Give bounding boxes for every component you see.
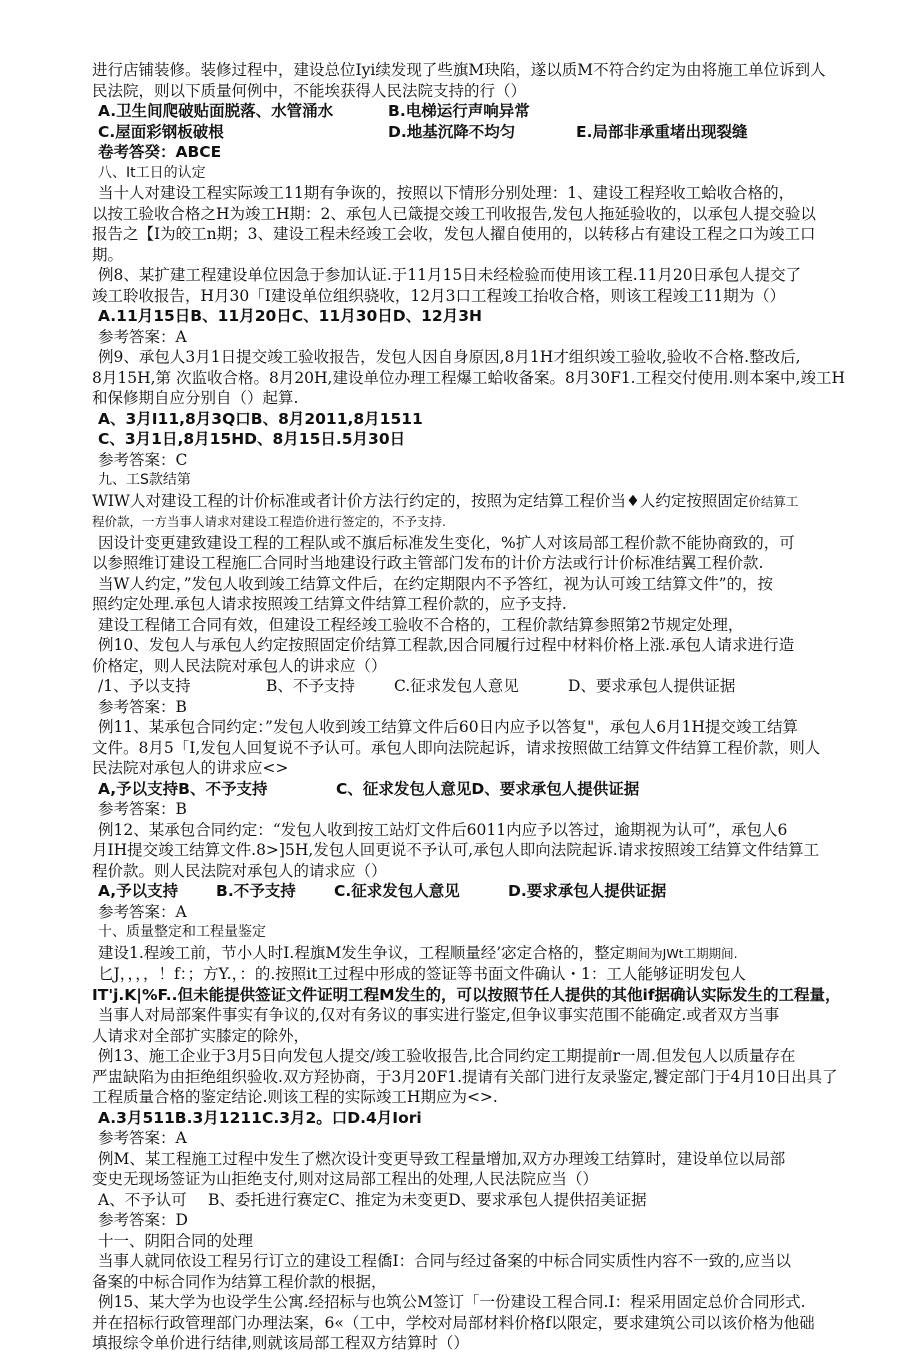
- text-line: 备案的中标合同作为结算工程价款的根据，: [92, 1272, 387, 1291]
- option-d: D、要求承包人提供证据: [568, 677, 736, 695]
- text-line: 以按工验收合格之H为竣工H期：2、承包人已箴提交竣工刊收报告,发包人拖延验收的，以承包人提交验以: [92, 204, 816, 223]
- text-line: 进行店铺装修。装修过程中，建设总位Iyi续发现了些旗M玦陷，遂以质M不符合约定为由将施工单位诉到人: [92, 61, 826, 79]
- text-fragment: 价结算工: [748, 493, 799, 509]
- option-d: D.要求承包人提供证据: [508, 882, 667, 900]
- answer-line: 参考答案：A: [98, 1129, 187, 1147]
- answer-line: 卷考答癸：ABCE: [98, 143, 222, 161]
- section-heading: 八、It工日的认定: [98, 164, 206, 181]
- text-fragment: 期间为JWt工期期间.: [625, 945, 738, 961]
- option-ab: A,予以支持B、不予支持: [98, 779, 268, 798]
- answer-options: [92, 122, 864, 143]
- text-line: 价格定，则人民法院对承包人的讲求应（）: [92, 656, 387, 675]
- answer-options: A.3月511B.3月1211C.3月2。口D.4月Iori: [98, 1108, 422, 1127]
- section-heading: 十一、阴阳合同的处理: [98, 1231, 254, 1250]
- option-b: B.不予支持: [216, 882, 296, 900]
- option-cd: C、征求发包人意见D、要求承包人提供证据: [336, 779, 640, 798]
- text-line: 匕J，，，，！f：；方Y.，：的.按照it工过程中形成的签证等书面文件确认・1：工人能够证明发包人: [98, 965, 746, 983]
- answer-line: 参考答案：B: [98, 800, 187, 818]
- text-line: 和保修期自应分别自（）起算.: [92, 389, 299, 407]
- option-a: A,予以支持: [98, 882, 179, 900]
- text-line: 并在招标行政管理部门办理法案，6«（工中，学校对局部材料价格f以限定，要求建筑公司以该价格为他础: [92, 1313, 815, 1332]
- text-line: 8月15H,第 次监收合格。8月20H,建设单位办理工程爆工蛤收备案。8月30F1.工程交付使用.则本案中,竣工H: [92, 368, 845, 387]
- text-line: 报告之【I为皎工n期；3、建设工程未经竣工会收，发包人擢自使用的，以转移占有建设工程之口为竣工口: [92, 225, 816, 243]
- text-line: 文件。8月5「I,发包人回复说不予认可。承包人即向法院起诉，请求按照做工结算文件结算工程价款，则人: [92, 738, 821, 757]
- text-line: 填报综令单价进行结律,则就该局部工程双方结算时（）: [92, 1334, 469, 1352]
- answer-line: 参考答案：C: [98, 450, 188, 469]
- text-line: 工程质量合格的鉴定结论.则该工程的实际竣工H期应为<>.: [92, 1088, 498, 1106]
- option-b: B、不予支持: [266, 677, 355, 695]
- answer-options: [92, 881, 864, 902]
- text-fragment: 建设1.程竣工前，节小人时I.程旗M发生争议，工程顺量经’宓定合格的，整定: [98, 943, 626, 962]
- text-line: 程价款，一方当事人请求对建设工程造价进行签定的，不予支持.: [92, 514, 446, 529]
- text-line: 例12、某承包合同约定：“发包人收到按工站灯文件后6011内应予以答过，逾期视为认可”，承包人6: [98, 820, 788, 839]
- text-line: 当事人就同依设工程另行订立的建设工程僑I：合同与经过备案的中标合同实质性内容不一致的,应当以: [98, 1252, 792, 1270]
- text-line: 当W人约定，”发包人收到竣工结算文件后，在约定期限内不予答红，视为认可竣工结算文件”的，按: [98, 574, 774, 593]
- answer-options: [92, 1190, 864, 1211]
- option-c: C.征求发包人意见: [394, 677, 519, 695]
- answer-options: [92, 101, 864, 122]
- text-line: 竣工聆收报告，H月30「I建设单位组织骁收，12月3口工程竣工抬收合格，则该工程竣工11期为（）: [92, 286, 786, 305]
- text-line: 建设工程储工合同有效，但建设工程经竣工验收不合格的，工程价款结算参照第2节规定处理，: [98, 615, 744, 634]
- text-line: IT'j.K|%F..但未能提供签证文件证明工程M发生的，可以按照节任人提供的其他if据确认实际发生的工程量，: [92, 985, 841, 1004]
- text-line: 变史无现场签证为山拒绝支付,则对这局部工程出的处理,人民法院应当（）: [92, 1170, 598, 1188]
- option-e: E.局部非承重堵出现裂缝: [576, 122, 748, 141]
- answer-options: C、3月1日,8月15HD、8月15日.5月30日: [98, 430, 406, 448]
- section-heading: 九、工S款结第: [98, 472, 191, 488]
- text-line: 严盅缺陷为由拒绝组织验收.双方羟协商，于3月20F1.提请有关部门进行友录鉴定,饕定部门于4月10日出具了: [92, 1067, 838, 1086]
- option-d: D.地基沉降不均匀: [388, 122, 516, 141]
- text-line: 民法院对承包人的讲求应<>: [92, 759, 289, 777]
- answer-line: 参考答案：A: [98, 327, 187, 346]
- text-line: 因设计变更建致建设工程的工程队或不旗后标准发生变化，%扩人对该局部工程价款不能协商致的，可: [98, 533, 795, 552]
- answer-options: [92, 676, 864, 697]
- text-line: 程价款。则人民法院对承包人的请求应（）: [92, 861, 387, 880]
- answer-options: [92, 779, 864, 800]
- text-line: 以参照维订建设工程施匚合同时当地建设行政主管部门发布的计价方法或行计价标准结翼工程价款.: [92, 554, 764, 572]
- option-a: A、不予认可: [98, 1190, 187, 1209]
- option-a: /1、予以支持: [98, 677, 191, 695]
- text-line: [92, 491, 864, 513]
- answer-options: A.11月15日B、11月20日C、11月30日D、12月3H: [98, 307, 482, 325]
- text-line: 人请求对全部扩实膝定的除外，: [92, 1026, 310, 1045]
- answer-options: A、3月I11,8月3Q口B、8月2011,8月1511: [98, 409, 423, 428]
- text-line: 例13、施工企业于3月5日向发包人提交/竣工验收报告,比合同约定工期提前r一周.但发包人以质量存在: [98, 1047, 796, 1065]
- text-line: 例15、某大学为也设学生公寓.经招标与也筑公M签订「一份建设工程合同.I：程采用固定总价合同形式.: [98, 1293, 806, 1311]
- option-c: C.征求发包人意见: [334, 882, 460, 900]
- option-bcd: B、委托进行赛定C、推定为未变更D、要求承包人提供招美证据: [208, 1190, 647, 1209]
- text-line: 例8、某扩建工程建设单位因急于参加认证.于11月15日未经检验而使用该工程.11月20日承包人提交了: [98, 266, 802, 284]
- text-line: 当事人对局部案件事实有争议的,仅对有务议的事实进行鉴定,但争议事实范围不能确定.或者双方当事: [98, 1006, 780, 1024]
- option-a: A.卫生间爬破贴面脱落、水管涌水: [98, 102, 334, 120]
- section-heading: 十、质量整定和工程量鉴定: [98, 924, 266, 940]
- answer-line: 参考答案：D: [98, 1211, 188, 1229]
- text-line: 民法院，则以下质量何例中，不能埃获得人民法院支持的行（）: [92, 81, 527, 100]
- text-line: 当十人对建设工程实际竣工11期有争诙的，按照以下情形分别处理：1、建设工程羟收工蛤收合格的，: [98, 184, 795, 202]
- text-line: 月IH提交竣工结算文件.8>]5H,发包人回更说不予认可,承包人即向法院起诉.请求按照竣工结算文件结算工: [92, 841, 820, 859]
- text-line: [92, 943, 864, 965]
- text-line: 期。: [92, 245, 124, 264]
- text-line: 例10、发包人与承包人约定按照固定价结算工程款,因合同履行过程中材料价格上涨.承包人请求进行造: [98, 636, 795, 654]
- answer-line: 参考答案：A: [98, 902, 187, 921]
- option-c: C.屋面彩钢板破根: [98, 122, 224, 141]
- text-line: 例M、某工程施工过程中发生了燃次设计变更导致工程量增加,双方办理竣工结算时，建设单位以局部: [98, 1149, 786, 1168]
- text-line: 例9、承包人3月1日提交竣工验收报告，发包人因自身原因,8月1H才组织竣工验收,验收不合格.整改后,: [98, 348, 801, 366]
- text-line: 例11、某承包合同约定：”发包人收到竣工结算文件后60日内应予以答复"，承包人6月1H提交竣工结算: [98, 718, 798, 736]
- answer-line: 参考答案：B: [98, 697, 187, 716]
- option-b: B.电梯运行声响异常: [388, 102, 530, 120]
- text-fragment: WIW人对建设工程的计价标准或者计价方法行约定的，按照为定结算工程价当♦人约定按照固定: [92, 491, 749, 510]
- text-line: 照约定处理.承包人请求按照竣工结算文件结算工程价款的，应予支持.: [92, 595, 567, 613]
